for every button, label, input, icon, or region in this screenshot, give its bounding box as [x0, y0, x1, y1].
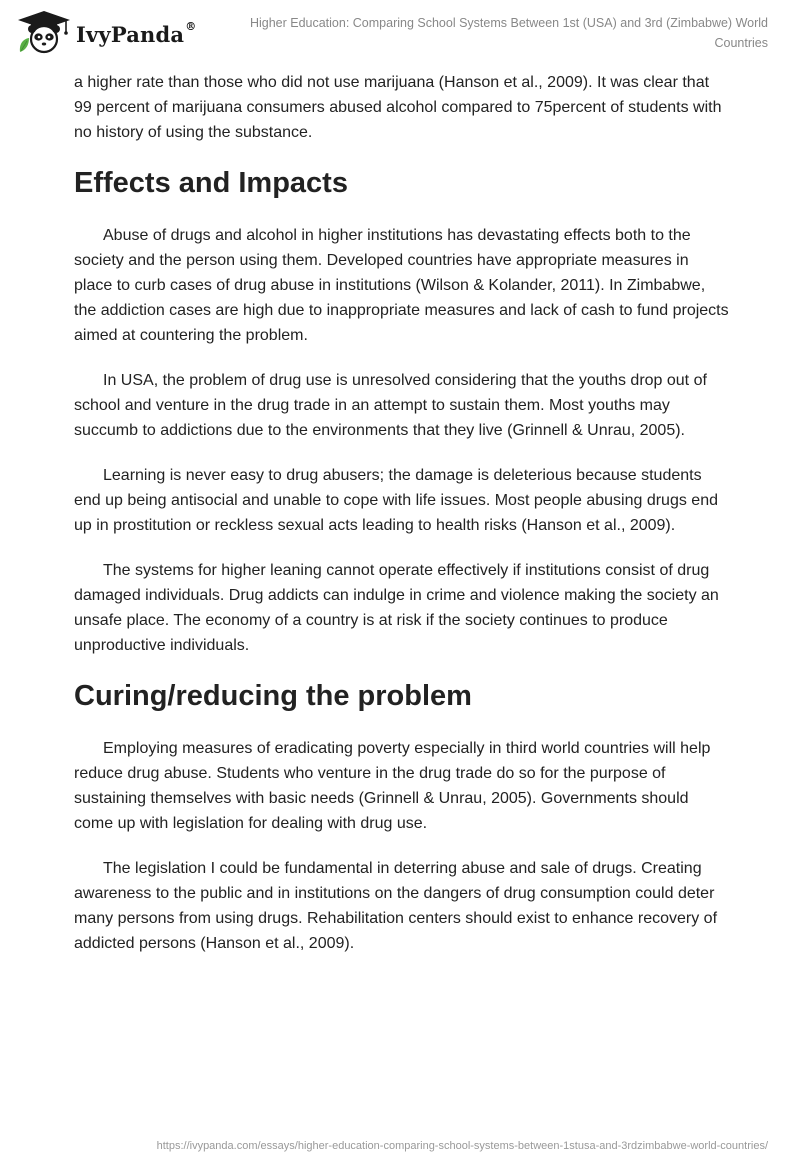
registered-mark: ®	[185, 20, 197, 33]
intro-paragraph: a higher rate than those who did not use marijuana (Hanson et al., 2009). It was clear that 99 percent of marijuana consumers abused alcohol compared to 75percent of students with no history of using the substance.	[74, 74, 722, 141]
brand-name: IvyPanda®	[76, 20, 197, 47]
effects-paragraph-4: The systems for higher leaning cannot operate effectively if institutions consist of drug damaged individuals. Drug addicts can indulge in crime and violence making the society an unsafe place. The economy of a country is at risk if the society continues to produce unproductive individuals.	[74, 562, 719, 654]
essay-content	[74, 70, 730, 976]
effects-paragraph-1: Abuse of drugs and alcohol in higher institutions has devastating effects both to the society and the person using them. Developed countries have appropriate measures in place to curb cases of drug abuse in institutions (Wilson & Kolander, 2011). In Zimbabwe, the addiction cases are high due to inappropriate measures and lack of cash to fund projects aimed at countering the problem.	[74, 227, 729, 344]
effects-paragraph-2: In USA, the problem of drug use is unresolved considering that the youths drop out of school and venture in the drug trade in an attempt to sustain them. Most youths may succumb to addictions due to the environments that they live (Grinnell & Unrau, 2005).	[74, 372, 707, 439]
curing-paragraph-2: The legislation I could be fundamental in deterring abuse and sale of drugs. Creating awareness to the public and in institutions on the dangers of drug consumption could deter many persons from using drugs. Rehabilitation centers should exist to enhance recovery of addicted persons (Hanson et al., 2009).	[74, 860, 718, 952]
panda-graduate-icon	[14, 8, 72, 54]
section-heading-curing: Curing/reducing the problem	[74, 680, 472, 712]
section-heading-effects: Effects and Impacts	[74, 167, 348, 199]
document-title: Higher Education: Comparing School Systems Between 1st (USA) and 3rd (Zimbabwe) World Countries	[249, 16, 768, 50]
effects-paragraph-3: Learning is never easy to drug abusers; the damage is deleterious because students end up being antisocial and unable to cope with life issues. Most people abusing drugs end up in prostitution or reckless sexual acts leading to health risks (Hanson et al., 2009).	[74, 467, 718, 534]
page-header	[0, 0, 800, 62]
source-url[interactable]: https://ivypanda.com/essays/higher-education-comparing-school-systems-between-1stusa-and-3rdzimbabwe-world-countries/	[156, 1140, 768, 1152]
ivypanda-logo[interactable]	[14, 8, 204, 56]
curing-paragraph-1: Employing measures of eradicating poverty especially in third world countries will help reduce drug abuse. Students who venture in the drug trade do so for the purpose of sustaining themselves with basic needs (Grinnell & Unrau, 2005). Governments should come up with legislation for dealing with drug use.	[74, 740, 711, 832]
